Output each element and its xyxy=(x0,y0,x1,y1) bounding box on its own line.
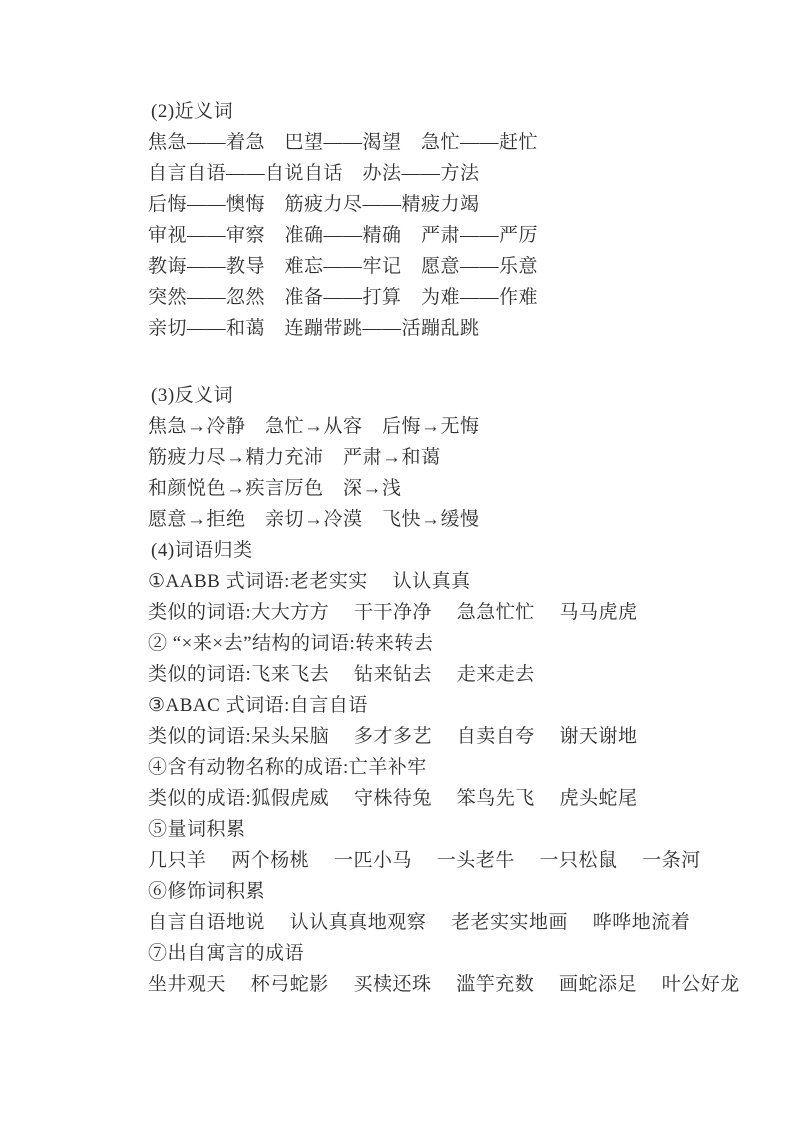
word-category-line: ② “×来×去”结构的词语:转来转去 xyxy=(148,633,434,654)
word-category-line: 类似的词语:呆头呆脑 多才多艺 自卖自夸 谢天谢地 xyxy=(148,726,638,747)
word-category-line: 坐井观天 杯弓蛇影 买椟还珠 滥竽充数 画蛇添足 叶公好龙 xyxy=(148,974,740,995)
synonym-line: 后悔——懊悔 筋疲力尽——精疲力竭 xyxy=(148,194,480,215)
synonym-line: 亲切——和蔼 连蹦带跳——活蹦乱跳 xyxy=(148,318,480,339)
document-content xyxy=(148,96,793,1000)
word-category-line: 类似的成语:狐假虎威 守株待兔 笨鸟先飞 虎头蛇尾 xyxy=(148,788,638,809)
synonym-line: 突然——忽然 准备——打算 为难——作难 xyxy=(148,287,539,308)
word-category-line: ⑥修饰词积累 xyxy=(148,881,266,902)
word-category-line: ④含有动物名称的成语:亡羊补牢 xyxy=(148,757,427,778)
word-category-line: 类似的词语:大大方方 干干净净 急急忙忙 马马虎虎 xyxy=(148,602,638,623)
word-category-line: 自言自语地说 认认真真地观察 老老实实地画 哗哗地流着 xyxy=(148,912,691,933)
synonym-line: 教诲——教导 难忘——牢记 愿意——乐意 xyxy=(148,256,539,277)
antonym-line: 愿意→拒绝 亲切→冷漠 飞快→缓慢 xyxy=(148,509,480,530)
section-heading-synonyms: (2)近义词 xyxy=(151,101,234,122)
section-heading-word-categories: (4)词语归类 xyxy=(151,540,253,561)
section-gap xyxy=(148,344,793,380)
word-category-line: 类似的词语:飞来飞去 钻来钻去 走来走去 xyxy=(148,664,535,685)
synonym-line: 审视——审察 准确——精确 严肃——严厉 xyxy=(148,225,539,246)
synonym-line: 焦急——着急 巴望——渴望 急忙——赶忙 xyxy=(148,132,539,153)
word-category-line: ⑤量词积累 xyxy=(148,819,246,840)
word-category-line: 几只羊 两个杨桃 一匹小马 一头老牛 一只松鼠 一条河 xyxy=(148,850,701,871)
section-heading-antonyms: (3)反义词 xyxy=(151,385,234,406)
antonym-line: 筋疲力尽→精力充沛 严肃→和蔼 xyxy=(148,447,441,468)
word-category-line: ①AABB 式词语:老老实实 认认真真 xyxy=(148,571,471,592)
word-category-line: ③ABAC 式词语:自言自语 xyxy=(148,695,368,716)
synonym-line: 自言自语——自说自话 办法——方法 xyxy=(148,163,480,184)
antonym-line: 焦急→冷静 急忙→从容 后悔→无悔 xyxy=(148,416,480,437)
word-category-line: ⑦出自寓言的成语 xyxy=(148,943,305,964)
antonym-line: 和颜悦色→疾言厉色 深→浅 xyxy=(148,478,402,499)
